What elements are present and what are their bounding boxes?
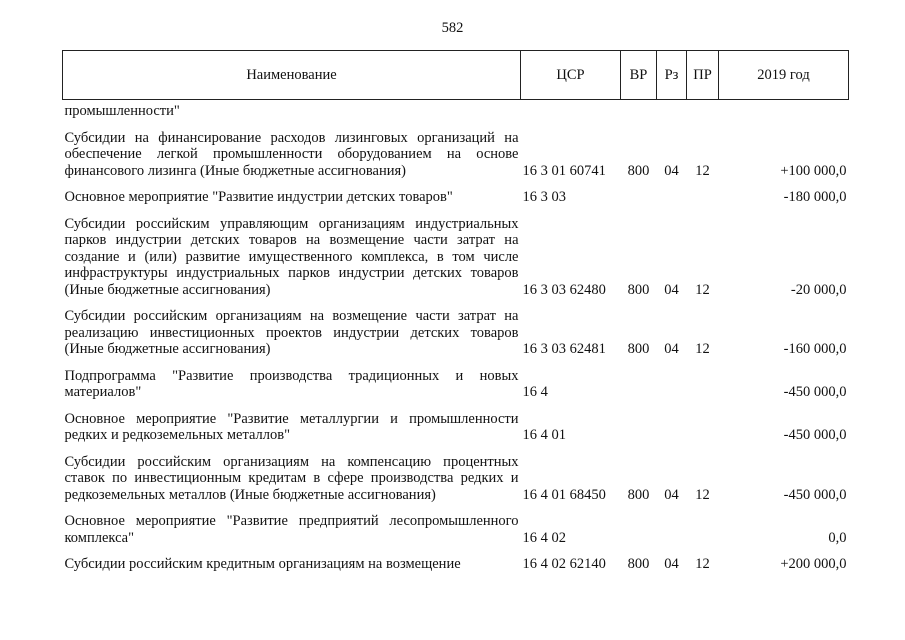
row-spacer (63, 206, 849, 216)
row-spacer (63, 401, 849, 411)
spacer-cell (63, 120, 849, 130)
header-pr: ПР (687, 51, 719, 100)
row-name: Субсидии российским организациям на возмещение части затрат на реализацию инвестиционных проектов индустрии детских товаров (Иные бюджетные ассигнования) (64, 308, 519, 357)
row-vr: 800 (627, 162, 650, 179)
spacer-cell (63, 546, 849, 556)
header-rz: Рз (657, 51, 687, 100)
row-csr: 16 3 03 (522, 189, 566, 205)
row-name: Основное мероприятие "Развитие индустрии детских товаров" (64, 189, 453, 205)
row-pr (687, 411, 719, 444)
row-vr: 800 (627, 486, 650, 503)
row-pr (687, 100, 719, 120)
row-pr: 12 (695, 341, 710, 357)
row-pr: 12 (695, 556, 710, 572)
header-vr: ВР (621, 51, 657, 100)
row-vr: 800 (627, 281, 650, 298)
row-pr: 12 (695, 162, 710, 179)
row-csr: 16 4 01 (522, 427, 566, 443)
row-spacer (63, 179, 849, 189)
row-spacer (63, 546, 849, 556)
row-rz (657, 411, 687, 444)
table-row (63, 216, 849, 299)
row-amount: +200 000,0 (780, 556, 847, 572)
row-amount: -160 000,0 (783, 341, 847, 357)
table-row (63, 368, 849, 401)
table-row (63, 556, 849, 573)
row-csr: 16 4 (522, 384, 548, 400)
row-rz: 04 (664, 556, 679, 572)
spacer-cell (63, 444, 849, 454)
spacer-cell (63, 503, 849, 513)
row-rz: 04 (664, 486, 679, 503)
row-amount: 0,0 (828, 529, 847, 546)
row-csr: 16 4 02 62140 (522, 556, 606, 572)
row-name: Подпрограмма "Развитие производства традиционных и новых материалов" (64, 367, 519, 400)
row-rz (657, 189, 687, 206)
row-csr: 16 3 03 62481 (522, 341, 606, 357)
budget-table (62, 50, 849, 573)
row-spacer (63, 120, 849, 130)
row-amount: -20 000,0 (790, 281, 847, 298)
row-rz (657, 368, 687, 401)
table-row (63, 308, 849, 358)
row-name: Субсидии российским организациям на компенсацию процентных ставок по инвестиционным кредитам в сфере производства редких и редкоземельных металлов (Иные бюджетные ассигнования) (64, 453, 519, 503)
row-vr: 800 (627, 341, 650, 357)
table-row (63, 513, 849, 546)
row-csr: 16 4 01 68450 (522, 486, 606, 503)
row-vr (621, 513, 657, 546)
row-name: Основное мероприятие "Развитие металлургии и промышленности редких и редкоземельных металлов" (64, 410, 519, 443)
row-amount: -450 000,0 (783, 384, 847, 400)
page-number: 582 (441, 20, 464, 36)
table-row (63, 189, 849, 206)
row-pr (687, 368, 719, 401)
row-spacer (63, 358, 849, 368)
row-rz: 04 (664, 341, 679, 357)
row-amount (719, 100, 849, 120)
row-spacer (63, 298, 849, 308)
row-vr: 800 (627, 556, 650, 572)
row-vr (621, 189, 657, 206)
row-pr (687, 513, 719, 546)
table-row (63, 130, 849, 180)
row-pr (687, 189, 719, 206)
row-amount: +100 000,0 (780, 162, 847, 179)
row-name: Основное мероприятие "Развитие предприятий лесопромышленного комплекса" (64, 513, 519, 546)
row-name: Субсидии российским управляющим организациям индустриальных парков индустрии детских товаров на возмещение части затрат на создание и (или) развитие имущественного комплекса, в том числе инфраструктуры индустриальных парков индустрии детских товаров (Иные бюджетные ассигнования) (64, 215, 519, 298)
header-csr: ЦСР (521, 51, 621, 100)
table-row (63, 100, 849, 120)
row-amount: -180 000,0 (783, 189, 847, 205)
row-name: промышленности" (64, 103, 180, 119)
row-vr (621, 368, 657, 401)
row-csr (521, 100, 621, 120)
row-vr (621, 100, 657, 120)
table-body (63, 100, 849, 573)
row-csr: 16 3 03 62480 (522, 281, 606, 298)
header-year: 2019 год (719, 51, 849, 100)
table-header (63, 51, 849, 100)
header-name: Наименование (63, 51, 521, 100)
spacer-cell (63, 206, 849, 216)
row-name: Субсидии российским кредитным организациям на возмещение (64, 556, 461, 572)
row-amount: -450 000,0 (783, 427, 847, 443)
row-rz (657, 100, 687, 120)
row-rz: 04 (664, 162, 679, 179)
row-csr: 16 4 02 (522, 529, 566, 546)
row-rz: 04 (664, 281, 679, 298)
spacer-cell (63, 358, 849, 368)
row-spacer (63, 444, 849, 454)
table-row (63, 454, 849, 504)
spacer-cell (63, 298, 849, 308)
row-vr (621, 411, 657, 444)
row-name: Субсидии на финансирование расходов лизинговых организаций на обеспечение легкой промышленности оборудованием на основе финансового лизинга (Иные бюджетные ассигнования) (64, 129, 519, 179)
row-amount: -450 000,0 (783, 486, 847, 503)
row-csr: 16 3 01 60741 (522, 162, 606, 179)
row-pr: 12 (695, 281, 710, 298)
row-rz (657, 513, 687, 546)
row-pr: 12 (695, 486, 710, 503)
spacer-cell (63, 179, 849, 189)
row-spacer (63, 503, 849, 513)
spacer-cell (63, 401, 849, 411)
table-row (63, 411, 849, 444)
